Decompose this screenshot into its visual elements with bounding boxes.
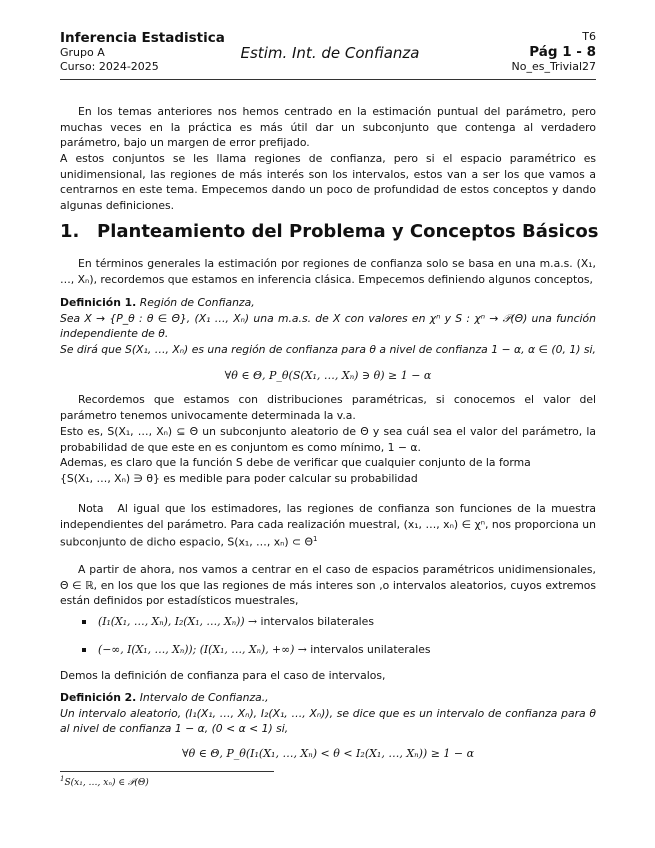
- year-label: Curso: 2024-2025: [60, 60, 159, 73]
- bullet-icon: [82, 620, 86, 624]
- bullet-icon: [82, 648, 86, 652]
- section-title: Planteamiento del Problema y Conceptos Básicos: [97, 221, 599, 242]
- footnote-rule: [60, 771, 274, 772]
- definition-2-name: Intervalo de Confianza.,: [139, 691, 269, 704]
- definition-2-formula: ∀θ ∈ Θ, P_θ(I₁(X₁, …, Xₙ) < θ < I₂(X₁, …, Xₙ)) ≥ 1 − α: [181, 747, 475, 760]
- note-text: Al igual que los estimadores, las regiones de confianza son funciones de la muestra independientes del parámetro. Para cada realización muestral, (x₁, …, xₙ) ∈ χⁿ, nos proporciona un subconjunto de dicho espacio, S(x₁, …, xₙ) ⊂ Θ: [60, 502, 596, 549]
- note-block: [60, 501, 596, 550]
- unilateral-text: intervalos unilaterales: [310, 643, 431, 656]
- definition-1-label: Definición 1.: [60, 296, 137, 309]
- section-paragraph: En términos generales la estimación por regiones de confianza solo se basa en una m.a.s. (X₁, …, Xₙ), recordemos que estamos en inferencia clásica. Empecemos definiendo algunos conceptos,: [60, 257, 596, 286]
- definition-1-line-2: Se dirá que S(X₁, …, Xₙ) es una región de confianza para θ a nivel de confianza 1 − α, α ∈ (0, 1) si,: [60, 342, 596, 356]
- after-def1-paragraph-4: {S(X₁, …, Xₙ) ∋ θ} es medible para poder calcular su probabilidad: [60, 472, 418, 485]
- footnote-text: S(x₁, …, xₙ) ∈ 𝒫(Θ): [64, 778, 149, 788]
- after-def1-paragraph-1: Recordemos que estamos con distribuciones paramétricas, si conocemos el valor del parámetro tenemos univocamente determinada la v.a.: [60, 393, 596, 422]
- footnote-marker: 1: [313, 535, 318, 544]
- bullet-unilateral: [82, 643, 431, 656]
- footnote: [60, 775, 149, 788]
- definition-1-name: Región de Confianza,: [139, 296, 255, 309]
- document-title: Estim. Int. de Confianza: [240, 44, 420, 62]
- after-def1-paragraph-2: Esto es, S(X₁, …, Xₙ) ⊆ Θ un subconjunto aleatorio de Θ y sea cuál sea el valor del parámetro, la probabilidad de que este en es conjuntom es como mínimo, 1 − α.: [60, 425, 596, 454]
- header-right: [512, 30, 597, 74]
- definition-2-line-1: Un intervalo aleatorio, (I₁(X₁, …, Xₙ), I₂(X₁, …, Xₙ)), se dice que es un intervalo de confianza para θ al nivel de confianza 1 − α, (0 < α < 1) si,: [60, 706, 596, 736]
- intro-paragraph-2: A estos conjuntos se les llama regiones de confianza, pero si el espacio paramétrico es unidimensional, las regiones de más interés son los intervalos, estos van a ser los que vamos a centrarnos en este tema. Empecemos dando un poco de profundidad de estos conceptos y dando algunas definiciones.: [60, 152, 596, 212]
- note-label: Nota: [78, 502, 104, 515]
- definition-2-label: Definición 2.: [60, 691, 137, 704]
- definition-1-line-1: Sea X → {P_θ : θ ∈ Θ}, (X₁ …, Xₙ) una m.a.s. de X con valores en χⁿ y S : χⁿ → 𝒫(Θ) una función independiente de θ.: [60, 311, 596, 341]
- intervals-paragraph: A partir de ahora, nos vamos a centrar en el caso de espacios paramétricos unidimensionales, Θ ∈ ℝ, en los que los que las regiones de más interes son ,o intervalos aleatorios, cuyos extremos están definidos por estadísticos muestrales,: [60, 563, 596, 608]
- author-label: No_es_Trivial27: [511, 60, 596, 73]
- footnote-number: 1: [60, 775, 65, 783]
- after-def1-paragraph-3: Ademas, es claro que la función S debe de verificar que cualquier conjunto de la forma: [60, 456, 531, 469]
- definition-1-formula: ∀θ ∈ Θ, P_θ(S(X₁, …, Xₙ) ∋ θ) ≥ 1 − α: [224, 369, 432, 382]
- bilateral-math: (I₁(X₁, …, Xₙ), I₂(X₁, …, Xₙ)) →: [98, 615, 258, 628]
- page-number: Pág 1 - 8: [529, 44, 596, 60]
- intro-paragraph-1: En los temas anteriores nos hemos centrado en la estimación puntual del parámetro, pero muchas veces en la práctica es más útil dar un subconjunto que contenga al verdadero parámetro, bajo un margen de error prefijado.: [60, 105, 596, 150]
- bullet-bilateral: [82, 615, 374, 628]
- bilateral-text: intervalos bilaterales: [260, 615, 374, 628]
- unilateral-math: (−∞, I(X₁, …, Xₙ)); (I(X₁, …, Xₙ), +∞) →: [98, 643, 307, 656]
- course-name: Inferencia Estadistica: [60, 30, 225, 46]
- definition-1: [60, 295, 596, 357]
- section-heading: [60, 221, 598, 242]
- definition-2: [60, 690, 596, 737]
- group-label: Grupo A: [60, 46, 105, 59]
- topic-label: T6: [582, 30, 596, 43]
- section-number: 1.: [60, 221, 80, 242]
- header-rule: [60, 79, 596, 80]
- intervals-paragraph-2: Demos la definición de confianza para el caso de intervalos,: [60, 669, 386, 682]
